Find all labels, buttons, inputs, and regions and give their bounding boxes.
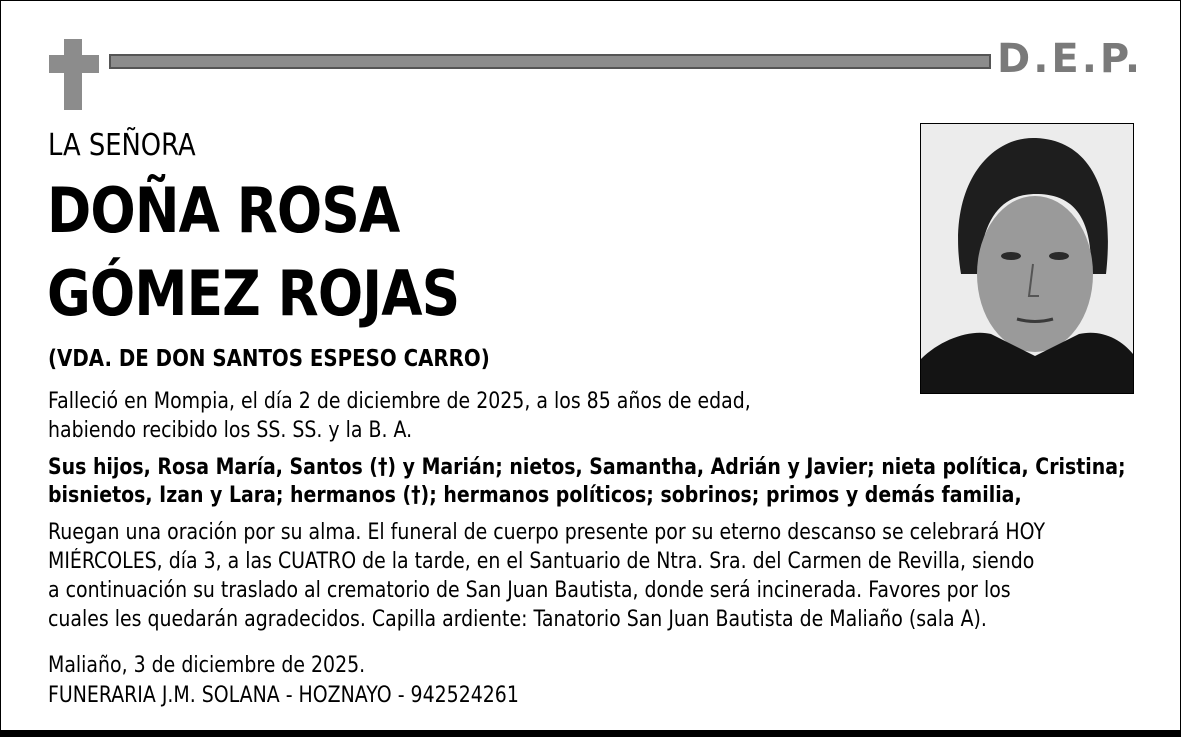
cross-icon [64,39,82,110]
death-line-2: habiendo recibido los SS. SS. y la B. A. [48,418,413,443]
service-line-2: MIÉRCOLES, día 3, a las CUATRO de la tarde, en el Santuario de Ntra. Sra. del Carmen de Revilla, siendo [48,549,1035,574]
header-rule [109,54,991,69]
deceased-title: LA SEÑORA [48,128,196,163]
family-line-2: bisnietos, Izan y Lara; hermanos (†); hermanos políticos; sobrinos; primos y demás familia, [48,483,1022,508]
family-line-1: Sus hijos, Rosa María, Santos (†) y Marián; nietos, Samantha, Adrián y Javier; nieta política, Cristina; [48,455,1126,480]
cross-icon-bar [49,55,99,73]
funeral-home: FUNERARIA J.M. SOLANA - HOZNAYO - 942524261 [48,683,519,708]
service-line-4: cuales les quedarán agradecidos. Capilla ardiente: Tanatorio San Juan Bautista de Maliaño (sala A). [48,607,987,632]
service-line-1: Ruegan una oración por su alma. El funeral de cuerpo presente por su eterno descanso se celebrará HOY [48,520,1046,545]
deceased-name-line2: GÓMEZ ROJAS [47,257,460,330]
deceased-name-line1: DOÑA ROSA [47,174,400,247]
widow-of: (VDA. DE DON SANTOS ESPESO CARRO) [48,346,490,372]
portrait-photo [920,123,1134,394]
death-line-1: Falleció en Mompia, el día 2 de diciembre de 2025, a los 85 años de edad, [48,389,751,414]
service-line-3: a continuación su traslado al crematorio de San Juan Bautista, donde será incinerada. Favores por los [48,578,1011,603]
place-date: Maliaño, 3 de diciembre de 2025. [48,653,366,678]
dep-label: D.E.P. [997,36,1144,82]
